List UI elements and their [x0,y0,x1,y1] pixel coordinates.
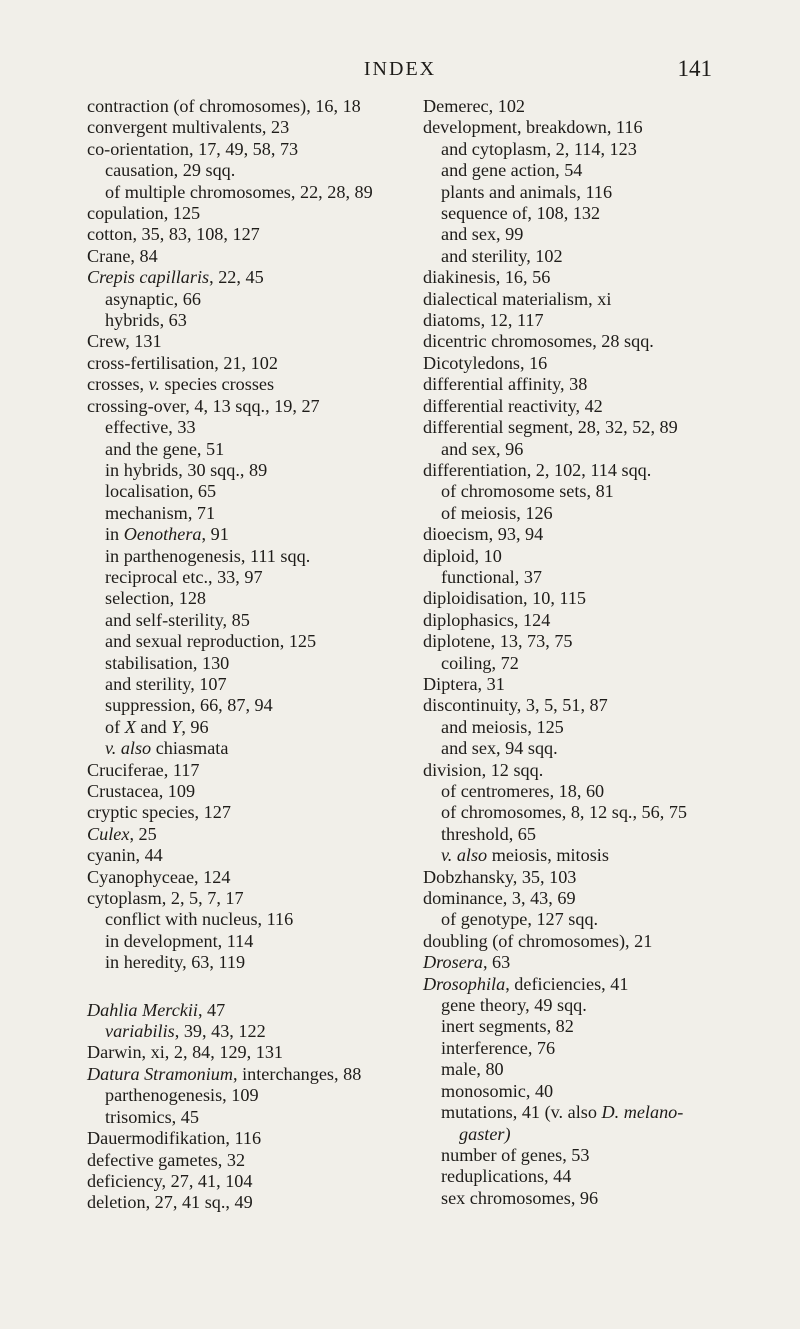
entry-text: of multiple chromosomes, 22, 28, 89 [105,181,373,202]
entry-text: selection, 128 [105,588,207,609]
index-entry [87,1171,417,1192]
index-entry [87,1128,417,1149]
index-subentry [423,246,773,267]
entry-text: v. also [105,738,152,759]
index-subentry [423,717,773,738]
index-subentry [423,1016,773,1037]
index-entry [423,96,773,117]
entry-text: , 25 [129,823,157,844]
index-subentry [87,1021,417,1042]
index-entry [423,546,773,567]
index-entry [423,331,773,352]
index-subentry [87,909,417,930]
entry-text: stabilisation, 130 [105,652,230,673]
index-entry [87,867,417,888]
entry-text: conflict with nucleus, 116 [105,909,294,930]
entry-text: development, breakdown, 116 [423,117,643,138]
index-subentry [87,952,417,973]
entry-text: Diptera, 31 [423,673,505,694]
entry-text: number of genes, 53 [441,1144,590,1165]
index-subentry [87,931,417,952]
entry-text: diplophasics, 124 [423,609,551,630]
entry-text: Drosera [423,952,483,973]
index-subentry [423,1124,773,1145]
entry-text: of centromeres, 18, 60 [441,781,605,801]
entry-text: inert segments, 82 [441,1016,574,1037]
entry-text: of [105,716,125,737]
entry-text: and self-sterility, 85 [105,609,250,630]
index-subentry [87,182,417,203]
index-entry [87,331,417,352]
entry-text: of meiosis, 126 [441,502,553,523]
entry-text: trisomics, 45 [105,1106,199,1127]
entry-text: gaster) [459,1123,511,1144]
entry-text: of chromosome sets, 81 [441,481,614,502]
index-subentry [423,160,773,181]
index-subentry [423,1166,773,1187]
entry-text: dialectical materialism, xi [423,288,612,309]
entry-text: , deficiencies, 41 [505,973,629,994]
entry-text: diplotene, 13, 73, 75 [423,631,573,652]
entry-text: and sterility, 102 [441,245,563,266]
entry-text: Dahlia Merckii [87,999,198,1020]
entry-text: mutations, 41 (v. also [441,1102,602,1123]
index-subentry [87,439,417,460]
index-entry [423,289,773,310]
entry-text: coiling, 72 [441,652,519,673]
index-subentry [87,310,417,331]
entry-text: in [105,524,124,545]
entry-text: , 63 [482,952,511,973]
entry-text: and cytoplasm, 2, 114, 123 [441,138,637,159]
index-subentry [423,224,773,245]
entry-text: differentiation, 2, 102, 114 sqq. [423,459,652,480]
index-subentry [423,995,773,1016]
entry-text: Cyanophyceae, 124 [87,866,231,887]
index-subentry [423,503,773,524]
index-subentry [87,546,417,567]
entry-text: mechanism, 71 [105,502,216,523]
entry-text: co-orientation, 17, 49, 58, 73 [87,138,299,159]
index-entry [423,460,773,481]
entry-text: , 91 [201,524,229,545]
entry-text: diploidisation, 10, 115 [423,588,587,609]
page-header [0,58,800,88]
index-entry [87,845,417,866]
index-subentry [87,289,417,310]
index-entry [423,974,773,995]
entry-text: monosomic, 40 [441,1080,554,1101]
entry-text: reduplications, 44 [441,1166,572,1187]
entry-text: and sex, 96 [441,438,524,459]
entry-text: and gene action, 54 [441,160,583,181]
index-entry [87,888,417,909]
entry-text: threshold, 65 [441,823,536,844]
index-entry [423,931,773,952]
index-subentry [423,802,773,823]
index-subentry [87,717,417,738]
index-subentry [87,610,417,631]
entry-text: differential reactivity, 42 [423,395,603,416]
entry-text: Drosophila [423,973,506,994]
entry-text: and sterility, 107 [105,673,227,694]
entry-text: sequence of, 108, 132 [441,203,601,224]
entry-text: cross-fertilisation, 21, 102 [87,352,278,373]
index-entry [87,1150,417,1171]
index-subentry [423,1188,773,1209]
entry-text: in hybrids, 30 sqq., 89 [105,459,268,480]
entry-text: Datura Stramonium [87,1063,234,1084]
index-entry [423,631,773,652]
index-subentry [87,160,417,181]
index-entry [423,374,773,395]
entry-text: diatoms, 12, 117 [423,310,544,331]
entry-text: defective gametes, 32 [87,1149,246,1170]
entry-text: in parthenogenesis, 111 sqq. [105,545,311,566]
entry-text: Dauermodifikation, 116 [87,1128,262,1149]
entry-text: v. [148,374,160,395]
index-subentry [87,524,417,545]
index-subentry [87,1085,417,1106]
entry-text: cytoplasm, 2, 5, 7, 17 [87,888,244,909]
entry-text: of chromosomes, 8, 12 sq., 56, 75 [441,802,688,823]
index-entry [87,760,417,781]
entry-text: diploid, 10 [423,545,502,566]
index-entry [423,417,773,438]
index-subentry [423,738,773,759]
entry-text: crosses, [87,374,149,395]
entry-text: deficiency, 27, 41, 104 [87,1170,253,1191]
entry-text: Y [171,716,182,737]
index-entry [87,224,417,245]
index-subentry [423,1145,773,1166]
entry-text: and the gene, 51 [105,438,225,459]
entry-text: D. melano- [601,1102,684,1123]
index-entry [423,117,773,138]
entry-text: Crepis capillaris [87,267,210,288]
entry-text: dioecism, 93, 94 [423,524,544,545]
entry-text: and sex, 94 sqq. [441,738,558,759]
index-entry [87,246,417,267]
entry-text: Crew, 131 [87,331,162,352]
entry-text: parthenogenesis, 109 [105,1085,259,1106]
index-entry [87,396,417,417]
entry-text: and [135,716,172,737]
entry-text: division, 12 sqq. [423,759,544,780]
index-subentry [87,631,417,652]
index-entry [87,353,417,374]
index-subentry [423,653,773,674]
entry-text: of genotype, 127 sqq. [441,909,599,930]
index-entry [423,867,773,888]
entry-text: interference, 76 [441,1037,556,1058]
index-subentry [423,139,773,160]
index-entry [87,824,417,845]
index-subentry [87,695,417,716]
entry-text: suppression, 66, 87, 94 [105,695,273,716]
index-subentry [423,481,773,502]
entry-text: Crane, 84 [87,245,158,266]
index-subentry [423,182,773,203]
entry-text: cyanin, 44 [87,845,163,866]
section-gap [87,974,417,1000]
index-subentry [423,1059,773,1080]
index-subentry [87,653,417,674]
entry-text: localisation, 65 [105,481,217,502]
entry-text: asynaptic, 66 [105,288,201,309]
index-subentry [423,439,773,460]
entry-text: differential affinity, 38 [423,374,588,395]
index-subentry [87,503,417,524]
entry-text: functional, 37 [441,566,543,587]
index-entry [87,203,417,224]
index-entry [423,310,773,331]
index-entry [87,1042,417,1063]
index-subentry [87,567,417,588]
entry-text: gene theory, 49 sqq. [441,995,587,1016]
index-subentry [423,1038,773,1059]
entry-text: , interchanges, 88 [233,1063,362,1084]
entry-text: crossing-over, 4, 13 sqq., 19, 27 [87,395,320,416]
entry-text: Cruciferae, 117 [87,759,200,780]
index-subentry [423,781,773,802]
index-entry [87,1000,417,1021]
entry-text: doubling (of chromosomes), 21 [423,930,653,951]
entry-text: meiosis, mitosis [487,845,609,866]
entry-text: cotton, 35, 83, 108, 127 [87,224,260,245]
entry-text: causation, 29 sqq. [105,160,236,181]
entry-text: Culex [87,823,130,844]
index-entry [423,674,773,695]
index-subentry [87,588,417,609]
entry-text: effective, 33 [105,417,196,438]
index-subentry [423,1081,773,1102]
index-subentry [87,481,417,502]
entry-text: X [124,716,136,737]
index-entry [423,524,773,545]
index-subentry [87,674,417,695]
index-entry [423,952,773,973]
index-column-right [423,96,773,1209]
entry-text: plants and animals, 116 [441,181,613,202]
entry-text: dominance, 3, 43, 69 [423,888,576,909]
index-subentry [423,203,773,224]
index-entry [423,760,773,781]
index-subentry [87,460,417,481]
index-subentry [87,738,417,759]
entry-text: and sex, 99 [441,224,524,245]
entry-text: hybrids, 63 [105,310,187,331]
entry-text: in development, 114 [105,930,254,951]
entry-text: cryptic species, 127 [87,802,231,823]
entry-text: differential segment, 28, 32, 52, 89 [423,417,678,438]
index-entry [423,695,773,716]
entry-text: Dicotyledons, 16 [423,352,548,373]
entry-text: reciprocal etc., 33, 97 [105,566,263,587]
entry-text: , 22, 45 [209,267,264,288]
index-column-left [87,96,417,1214]
index-entry [87,1064,417,1085]
entry-text: Oenothera [123,524,202,545]
entry-text: , 47 [197,999,226,1020]
index-subentry [87,1107,417,1128]
entry-text: Crustacea, 109 [87,781,196,801]
entry-text: contraction (of chromosomes), 16, 18 [87,96,361,116]
entry-text: species crosses [159,374,275,395]
index-entry [423,267,773,288]
index-entry [87,96,417,117]
index-subentry [423,567,773,588]
index-entry [87,374,417,395]
entry-text: , 39, 43, 122 [174,1021,266,1042]
entry-text: Darwin, xi, 2, 84, 129, 131 [87,1042,284,1063]
index-entry [87,267,417,288]
index-subentry [87,417,417,438]
index-entry [423,610,773,631]
index-entry [87,139,417,160]
entry-text: in heredity, 63, 119 [105,952,246,973]
entry-text: v. also [441,845,488,866]
entry-text: , 96 [181,716,209,737]
entry-text: diakinesis, 16, 56 [423,267,551,288]
index-subentry [423,824,773,845]
index-subentry [423,909,773,930]
page-number: 141 [677,56,712,81]
entry-text: and meiosis, 125 [441,716,564,737]
entry-text: chiasmata [151,738,229,759]
index-entry [87,781,417,802]
running-title: INDEX [363,58,437,80]
entry-text: sex chromosomes, 96 [441,1187,599,1208]
index-entry [423,396,773,417]
entry-text: discontinuity, 3, 5, 51, 87 [423,695,608,716]
entry-text: deletion, 27, 41 sq., 49 [87,1192,253,1213]
entry-text: variabilis [105,1021,175,1042]
entry-text: male, 80 [441,1059,504,1080]
entry-text: convergent multivalents, 23 [87,117,290,138]
index-entry [423,353,773,374]
entry-text: copulation, 125 [87,203,201,224]
index-entry [87,117,417,138]
index-entry [87,802,417,823]
index-subentry [423,845,773,866]
entry-text: Dobzhansky, 35, 103 [423,866,577,887]
entry-text: Demerec, 102 [423,96,526,116]
index-entry [423,588,773,609]
entry-text: dicentric chromosomes, 28 sqq. [423,331,654,352]
index-subentry [423,1102,773,1123]
index-entry [87,1192,417,1213]
entry-text: and sexual reproduction, 125 [105,631,317,652]
index-entry [423,888,773,909]
